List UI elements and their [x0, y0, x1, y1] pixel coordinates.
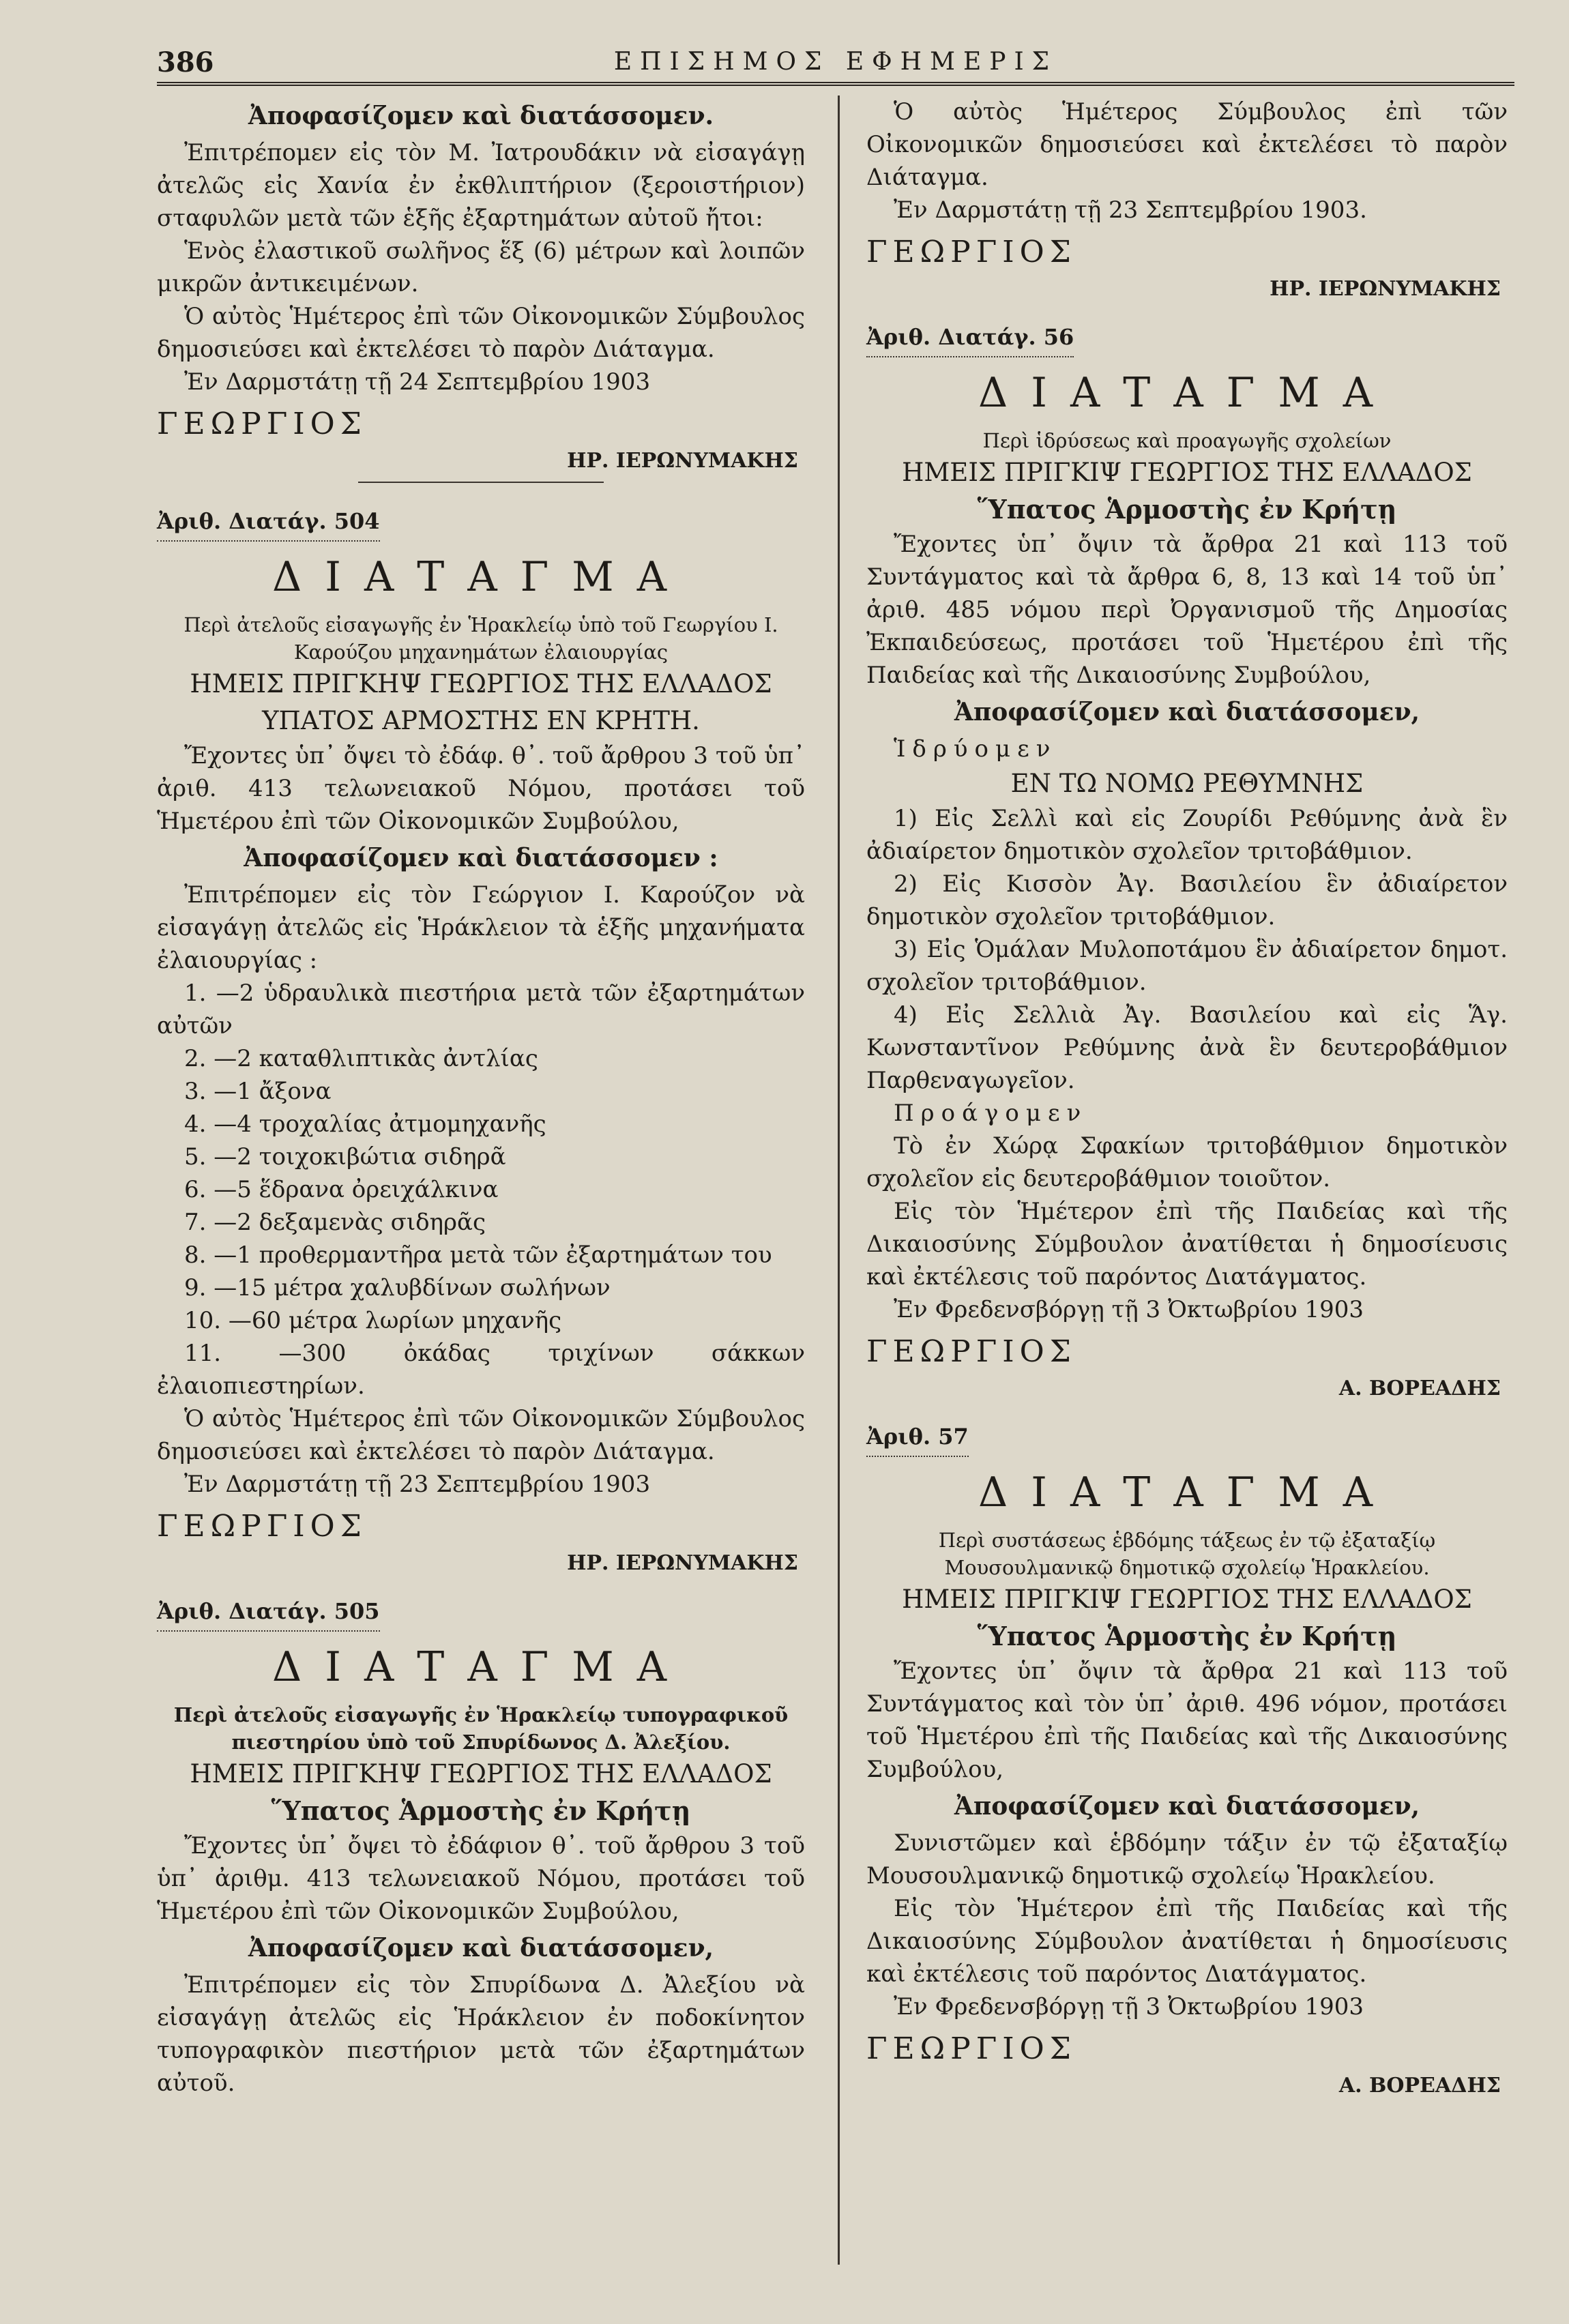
- signature-georgios: ΓΕΩΡΓΙΟΣ: [866, 1334, 1076, 1369]
- list-item: 1) Εἰς Σελλὶ καὶ εἰς Ζουρίδι Ρεθύμνης ἀνὰ ἓν ἀδιαίρετον δημοτικὸν σχολεῖον τριτοβάθμιον.: [866, 805, 1508, 865]
- prince-line: ΗΜΕΙΣ ΠΡΙΓΚΙΨ ΓΕΩΡΓΙΟΣ ΤΗΣ ΕΛΛΑΔΟΣ: [902, 1585, 1472, 1614]
- list-item: 2) Εἰς Κισσὸν Ἀγ. Βασιλείου ἓν ἀδιαίρετον δημοτικὸν σχολεῖον τριτοβάθμιον.: [866, 870, 1508, 930]
- list-item: 9. —15 μέτρα χαλυβδίνων σωλήνων: [184, 1274, 611, 1301]
- decree-title: ΔΙΑΤΑΓΜΑ: [272, 1643, 690, 1691]
- prince-line: ΗΜΕΙΣ ΠΡΙΓΚΙΨ ΓΕΩΡΓΙΟΣ ΤΗΣ ΕΛΛΑΔΟΣ: [902, 458, 1472, 487]
- right-column: [866, 95, 1508, 2278]
- commissioner-line: Ὕπατος Ἁρμοστὴς ἐν Κρήτῃ: [977, 1621, 1397, 1651]
- list-item: 2. —2 καταθλιπτικὰς ἀντλίας: [184, 1045, 538, 1072]
- decree-date: Ἐν Φρεδενσβόργῃ τῇ 3 Ὀκτωβρίου 1903: [894, 1993, 1364, 2020]
- decree-date: Ἐν Δαρμστάτῃ τῇ 24 Σεπτεμβρίου 1903: [184, 368, 651, 396]
- paragraph: Ἔχοντες ὑπ᾽ ὄψει τὸ ἐδάφ. θ᾽. τοῦ ἄρθρου 3 τοῦ ὑπ᾽ ἀριθ. 413 τελωνειακοῦ Νόμου, προτάσει τοῦ Ἡμετέρου ἐπὶ τῶν Οἰκονομικῶν Συμβούλου,: [157, 742, 805, 835]
- decision-heading: Ἀποφασίζομεν καὶ διατάσσομεν,: [954, 698, 1420, 726]
- divider-rule: [358, 482, 604, 483]
- minister-signature: ΗΡ. ΙΕΡΩΝΥΜΑΚΗΣ: [567, 449, 798, 473]
- decree-number: Ἀριθ. Διατάγ. 56: [866, 321, 1074, 357]
- paragraph: Ἐπιτρέπομεν εἰς τὸν Γεώργιον Ι. Καρούζον νὰ εἰσαγάγῃ ἀτελῶς εἰς Ἡράκλειον τὰ ἑξῆς μηχανήματα ἐλαιουργίας :: [157, 881, 805, 974]
- decision-heading: Ἀποφασίζομεν καὶ διατάσσομεν,: [248, 1934, 714, 1962]
- minister-signature: ΗΡ. ΙΕΡΩΝΥΜΑΚΗΣ: [567, 1551, 798, 1575]
- prince-line: ΗΜΕΙΣ ΠΡΙΓΚΗΨ ΓΕΩΡΓΙΟΣ ΤΗΣ ΕΛΛΑΔΟΣ: [190, 669, 772, 698]
- minister-signature: Α. ΒΟΡΕΑΔΗΣ: [1338, 1377, 1501, 1400]
- paragraph: Ἑνὸς ἐλαστικοῦ σωλῆνος ἕξ (6) μέτρων καὶ λοιπῶν μικρῶν ἀντικειμένων.: [157, 237, 805, 297]
- list-item: 3. —1 ἄξονα: [184, 1078, 332, 1105]
- minister-signature: ΗΡ. ΙΕΡΩΝΥΜΑΚΗΣ: [1270, 277, 1501, 301]
- decree-subtitle: Περὶ ἀτελοῦς εἰσαγωγῆς ἐν Ἡρακλείῳ ὑπὸ τοῦ Γεωργίου Ι. Καρούζου μηχανημάτων ἐλαιουργίας: [184, 613, 778, 664]
- decree-subtitle: Περὶ ἱδρύσεως καὶ προαγωγῆς σχολείων: [982, 429, 1392, 452]
- commissioner-line: ΥΠΑΤΟΣ ΑΡΜΟΣΤΗΣ ΕΝ ΚΡΗΤΗ.: [262, 706, 700, 735]
- paragraph: Ἐπιτρέπομεν εἰς τὸν Μ. Ἰατρουδάκιν νὰ εἰσαγάγῃ ἀτελῶς εἰς Χανία ἐν ἐκθλιπτήριον (ξεροιστήριον) σταφυλῶν μετὰ τῶν ἑξῆς ἐξαρτημάτων αὐτοῦ ἤτοι:: [157, 139, 805, 232]
- paragraph: Συνιστῶμεν καὶ ἑβδόμην τάξιν ἐν τῷ ἐξαταξίῳ Μουσουλμανικῷ δημοτικῷ σχολείῳ Ἡρακλείου.: [866, 1829, 1508, 1889]
- decree-title: ΔΙΑΤΑΓΜΑ: [978, 369, 1396, 417]
- list-item: 11. —300 ὀκάδας τριχίνων σάκκων ἐλαιοπιεστηρίων.: [157, 1340, 805, 1400]
- masthead: ΕΠΙΣΗΜΟΣ ΕΦΗΜΕΡΙΣ: [613, 48, 1058, 76]
- paragraph: Ἐπιτρέπομεν εἰς τὸν Σπυρίδωνα Δ. Ἀλεξίου νὰ εἰσαγάγῃ ἀτελῶς εἰς Ἡράκλειον ἐν ποδοκίνητον τυπογραφικὸν πιεστήριον μετὰ τῶν ἐξαρτημάτων αὐτοῦ.: [157, 1971, 805, 2097]
- decision-heading: Ἀποφασίζομεν καὶ διατάσσομεν.: [248, 102, 714, 130]
- decree-date: Ἐν Δαρμστάτῃ τῇ 23 Σεπτεμβρίου 1903: [184, 1471, 651, 1498]
- signature-georgios: ΓΕΩΡΓΙΟΣ: [157, 1509, 367, 1544]
- paragraph: Ὁ αὐτὸς Ἡμέτερος ἐπὶ τῶν Οἰκονομικῶν Σύμβουλος δημοσιεύσει καὶ ἐκτελέσει τὸ παρὸν Διάταγμα.: [157, 1405, 805, 1465]
- decree-subtitle: Περὶ ἀτελοῦς εἰσαγωγῆς ἐν Ἡρακλείῳ τυπογραφικοῦ πιεστηρίου ὑπὸ τοῦ Σπυρίδωνος Δ. Ἀλεξίου.: [173, 1703, 789, 1754]
- decree-number: Ἀριθ. Διατάγ. 504: [157, 505, 380, 542]
- paragraph: Εἰς τὸν Ἡμέτερον ἐπὶ τῆς Παιδείας καὶ τῆς Δικαιοσύνης Σύμβουλον ἀνατίθεται ἡ δημοσίευσις καὶ ἐκτέλεσις τοῦ παρόντος Διατάγματος.: [866, 1198, 1508, 1291]
- machinery-list: [157, 977, 805, 1402]
- list-item: 4. —4 τροχαλίας ἀτμομηχανῆς: [184, 1110, 546, 1138]
- paragraph: Ἔχοντες ὑπ᾽ ὄψιν τὰ ἄρθρα 21 καὶ 113 τοῦ Συντάγματος καὶ τὰ ἄρθρα 6, 8, 13 καὶ 14 τοῦ ὑπ᾽ ἀριθ. 485 νόμου περὶ Ὀργανισμοῦ τῆς Δημοσίας Ἐκπαιδεύσεως, προτάσει τοῦ Ἡμετέρου ἐπὶ τῆς Παιδείας καὶ τῆς Δικαιοσύνης Συμβούλου,: [866, 531, 1508, 689]
- paragraph: Ὁ αὐτὸς Ἡμέτερος Σύμβουλος ἐπὶ τῶν Οἰκονομικῶν δημοσιεύσει καὶ ἐκτελέσει τὸ παρὸν Διάταγμα.: [866, 98, 1508, 191]
- list-item: 6. —5 ἕδρανα ὀρειχάλκινα: [184, 1176, 499, 1203]
- nomos-heading: ΕΝ ΤΩ ΝΟΜΩ ΡΕΘΥΜΝΗΣ: [1010, 769, 1364, 798]
- decree-subtitle: Περὶ συστάσεως ἑβδόμης τάξεως ἐν τῷ ἐξαταξίῳ Μουσουλμανικῷ δημοτικῷ σχολείῳ Ἡρακλείου.: [938, 1529, 1436, 1579]
- column-divider: [838, 95, 840, 2265]
- commissioner-line: Ὕπατος Ἁρμοστὴς ἐν Κρήτῃ: [977, 494, 1397, 525]
- paragraph: Ἔχοντες ὑπ᾽ ὄψιν τὰ ἄρθρα 21 καὶ 113 τοῦ Συντάγματος καὶ τὸν ὑπ᾽ ἀριθ. 496 νόμον, προτάσει τοῦ Ἡμετέρου ἐπὶ τῆς Παιδείας καὶ τῆς Δικαιοσύνης Συμβούλου,: [866, 1658, 1508, 1783]
- founded-heading: Ἱδρύομεν: [894, 735, 1057, 763]
- paragraph: Ἔχοντες ὑπ᾽ ὄψει τὸ ἐδάφιον θ᾽. τοῦ ἄρθρου 3 τοῦ ὑπ᾽ ἀριθμ. 413 τελωνειακοῦ Νόμου, προτάσει τοῦ Ἡμετέρου ἐπὶ τῶν Οἰκονομικῶν Συμβούλου,: [157, 1832, 805, 1925]
- decree-number: Ἀριθ. Διατάγ. 505: [157, 1595, 380, 1632]
- left-column: [157, 95, 805, 2278]
- schools-list: [866, 802, 1508, 1097]
- list-item: 10. —60 μέτρα λωρίων μηχανῆς: [184, 1307, 562, 1334]
- decree-date: Ἐν Δαρμστάτῃ τῇ 23 Σεπτεμβρίου 1903.: [894, 196, 1367, 224]
- list-item: 8. —1 προθερμαντῆρα μετὰ τῶν ἐξαρτημάτων του: [184, 1241, 772, 1269]
- page-number: 386: [157, 46, 214, 78]
- list-item: 3) Εἰς Ὁμάλαν Μυλοποτάμου ἓν ἀδιαίρετον δημοτ. σχολεῖον τριτοβάθμιον.: [866, 936, 1508, 996]
- decision-heading: Ἀποφασίζομεν καὶ διατάσσομεν,: [954, 1792, 1420, 1821]
- decree-title: ΔΙΑΤΑΓΜΑ: [272, 553, 690, 601]
- list-item: 4) Εἰς Σελλιὰ Ἀγ. Βασιλείου καὶ εἰς Ἅγ. Κωνσταντῖνον Ρεθύμνης ἀνὰ ἓν δευτεροβάθμιον Παρθεναγωγεῖον.: [866, 1001, 1508, 1094]
- list-item: 5. —2 τοιχοκιβώτια σιδηρᾶ: [184, 1143, 506, 1171]
- list-item: 1. —2 ὑδραυλικὰ πιεστήρια μετὰ τῶν ἐξαρτημάτων αὐτῶν: [157, 980, 805, 1040]
- paragraph: Ὁ αὐτὸς Ἡμέτερος ἐπὶ τῶν Οἰκονομικῶν Σύμβουλος δημοσιεύσει καὶ ἐκτελέσει τὸ παρὸν Διάταγμα.: [157, 303, 805, 363]
- signature-georgios: ΓΕΩΡΓΙΟΣ: [866, 2031, 1076, 2066]
- promote-heading: Προάγομεν: [894, 1100, 1088, 1127]
- decree-date: Ἐν Φρεδενσβόργῃ τῇ 3 Ὀκτωβρίου 1903: [894, 1296, 1364, 1323]
- minister-signature: Α. ΒΟΡΕΑΔΗΣ: [1338, 2074, 1501, 2098]
- commissioner-line: Ὕπατος Ἁρμοστὴς ἐν Κρήτῃ: [271, 1795, 691, 1826]
- list-item: 7. —2 δεξαμενὰς σιδηρᾶς: [184, 1209, 486, 1236]
- decree-title: ΔΙΑΤΑΓΜΑ: [978, 1469, 1396, 1516]
- decision-heading: Ἀποφασίζομεν καὶ διατάσσομεν :: [244, 844, 718, 872]
- paragraph: Τὸ ἐν Χώρᾳ Σφακίων τριτοβάθμιον δημοτικὸν σχολεῖον εἰς δευτεροβάθμιον τοιοῦτον.: [866, 1132, 1508, 1192]
- signature-georgios: ΓΕΩΡΓΙΟΣ: [157, 407, 367, 441]
- paragraph: Εἰς τὸν Ἡμέτερον ἐπὶ τῆς Παιδείας καὶ τῆς Δικαιοσύνης Σύμβουλον ἀνατίθεται ἡ δημοσίευσις καὶ ἐκτέλεσις τοῦ παρόντος Διατάγματος.: [866, 1895, 1508, 1988]
- page-header: [157, 41, 1514, 86]
- decree-number: Ἀριθ. 57: [866, 1420, 969, 1457]
- signature-georgios: ΓΕΩΡΓΙΟΣ: [866, 235, 1076, 269]
- prince-line: ΗΜΕΙΣ ΠΡΙΓΚΗΨ ΓΕΩΡΓΙΟΣ ΤΗΣ ΕΛΛΑΔΟΣ: [190, 1759, 772, 1789]
